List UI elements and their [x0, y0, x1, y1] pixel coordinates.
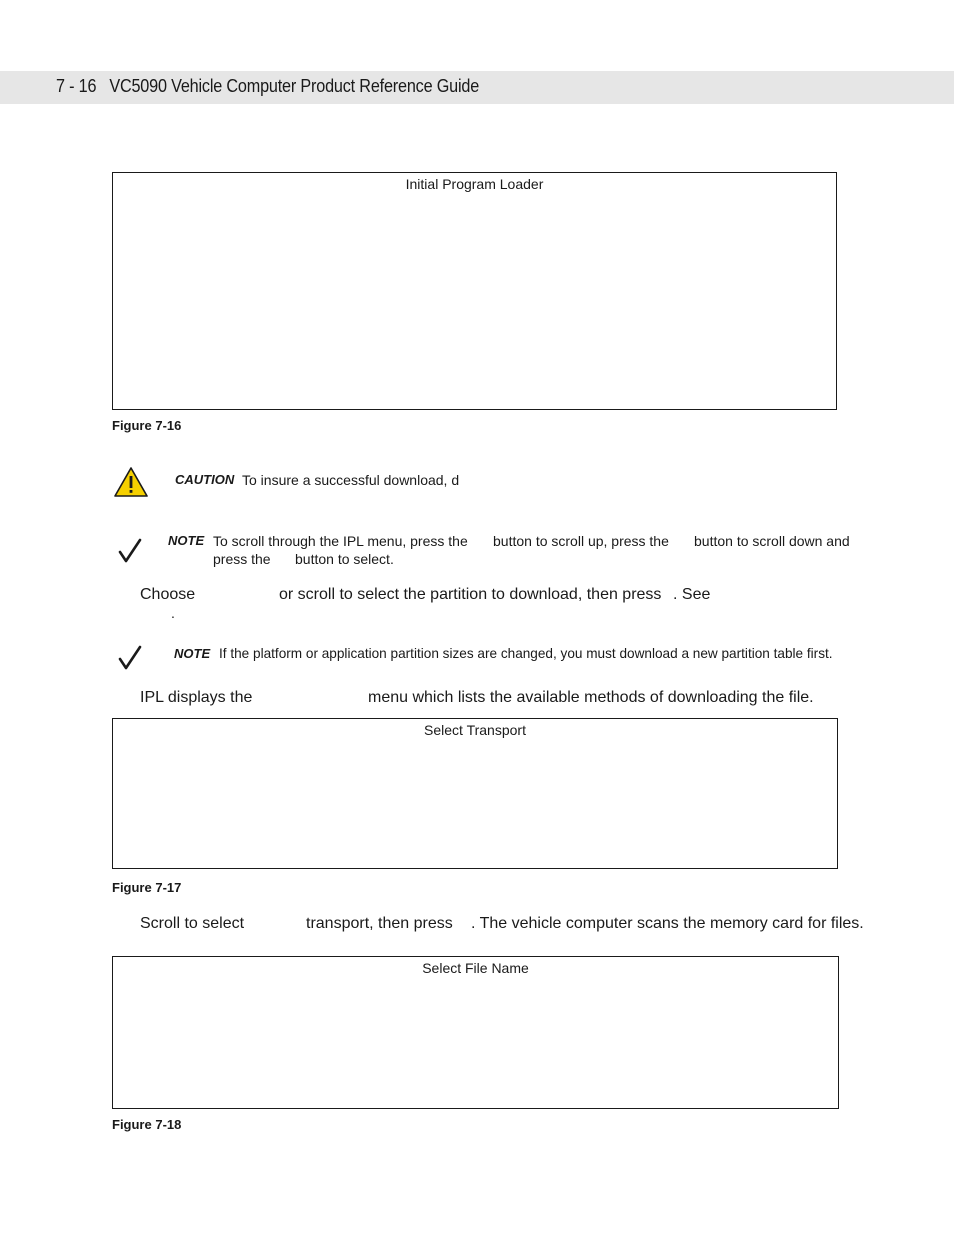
figure-caption-16: Figure 7-16 [112, 418, 182, 433]
ipl-screen-title: Initial Program Loader [405, 176, 544, 192]
select-file-name-title: Select File Name [422, 960, 529, 976]
caution-text: To insure a successful download, d [242, 472, 460, 488]
caution-label: CAUTION [175, 472, 235, 487]
page-header [56, 74, 479, 98]
note-text-2a: press the [213, 551, 271, 567]
step-choose-d: . [171, 605, 175, 621]
note-text-2b: button to select. [295, 551, 394, 567]
note-text-1a: To scroll through the IPL menu, press the [213, 533, 468, 549]
select-file-name-frame [112, 956, 839, 1109]
caution-icon [113, 466, 149, 498]
note2-text: If the platform or application partition sizes are changed, you must download a new partition table first. [219, 646, 833, 661]
select-transport-title: Select Transport [424, 722, 526, 738]
checkmark-icon [118, 645, 142, 671]
note-label: NOTE [174, 646, 211, 661]
note-label: NOTE [168, 533, 205, 548]
select-transport-frame [112, 718, 838, 869]
note-text-1b: button to scroll up, press the [493, 533, 669, 549]
note-text-1c: button to scroll down and [694, 533, 850, 549]
figure-caption-17: Figure 7-17 [112, 880, 182, 895]
step-scroll-c: . The vehicle computer scans the memory card for files. [471, 915, 864, 932]
step-choose-b: or scroll to select the partition to download, then press [279, 586, 662, 603]
step-choose-c: . See [673, 586, 711, 603]
guide-title: VC5090 Vehicle Computer Product Reference Guide [109, 76, 480, 96]
step-choose-a: Choose [140, 586, 196, 603]
step-ipl-a: IPL displays the [140, 689, 253, 706]
ipl-screen-frame [112, 172, 837, 410]
step-ipl-b: menu which lists the available methods of downloading the file. [368, 689, 814, 706]
figure-caption-18: Figure 7-18 [112, 1117, 182, 1132]
step-scroll-a: Scroll to select [140, 915, 245, 932]
checkmark-icon [118, 538, 142, 564]
step-scroll-b: transport, then press [306, 915, 453, 932]
page-number: 7 - 16 [56, 76, 97, 96]
